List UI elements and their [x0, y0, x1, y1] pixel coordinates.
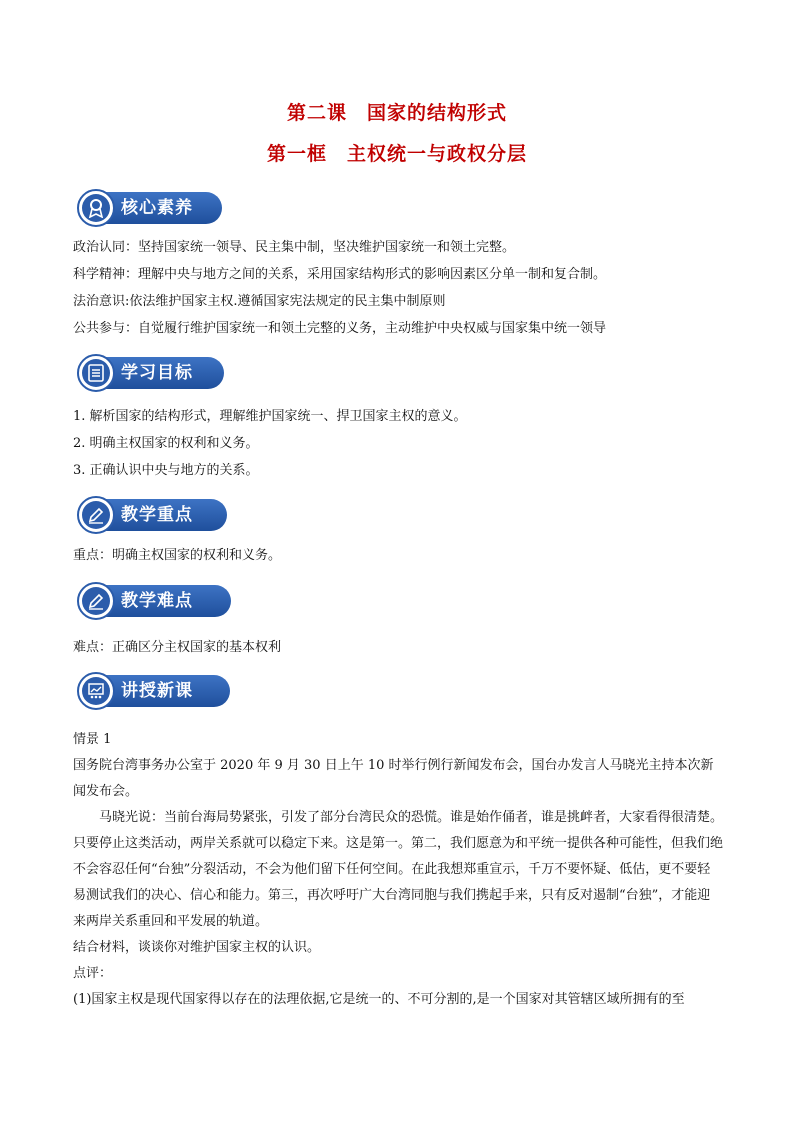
section-badge-new-lesson: [77, 672, 230, 710]
section-label-new-lesson: 讲授新课: [121, 681, 193, 701]
pencil-icon: [82, 501, 110, 529]
award-icon: [82, 194, 110, 222]
scene-intro: 国务院台湾事务办公室于 2020 年 9 月 30 日上午 10 时举行例行新闻发布会，国台办发言人马晓光主持本次新闻发布会。: [73, 758, 714, 799]
scene-label: 情景 1: [73, 732, 112, 747]
comment-label: 点评：: [73, 966, 113, 981]
section-label-difficulty: 教学难点: [121, 591, 193, 611]
core-literacy-line: 政治认同：坚持国家统一领导、民主集中制，坚决维护国家统一和领土完整。: [73, 240, 516, 255]
goal-item: 3. 正确认识中央与地方的关系。: [73, 463, 259, 478]
presentation-icon: [82, 677, 110, 705]
difficult-point-text: 难点：正确区分主权国家的基本权利: [73, 640, 282, 655]
answer-text: (1)国家主权是现代国家得以存在的法理依据,它是统一的、不可分割的,是一个国家对其管辖区域所拥有的至: [73, 992, 685, 1007]
section-label-key: 教学重点: [121, 505, 193, 525]
section-label-goals: 学习目标: [121, 363, 193, 383]
section-title: 第一框 主权统一与政权分层: [266, 143, 527, 165]
core-literacy-line: 法治意识:依法维护国家主权.遵循国家宪法规定的民主集中制原则: [73, 294, 446, 309]
section-badge-key: [77, 496, 227, 534]
scene-quote: 马晓光说：当前台海局势紧张，引发了部分台湾民众的恐慌。谁是始作俑者，谁是挑衅者，大家看得很清楚。只要停止这类活动，两岸关系就可以稳定下来。这是第一。第二，我们愿意为和平统一提供各种可能性，但我们绝不会容忍任何“台独”分裂活动，不会为他们留下任何空间。在此我想郑重宣示，千万不要怀疑、低估，更不要轻易测试我们的决心、信心和能力。第三，再次呼吁广大台湾同胞与我们携起手来，只有反对遏制“台独”，才能迎来两岸关系重回和平发展的轨道。: [73, 810, 724, 929]
lesson-title: 第二课 国家的结构形式: [286, 102, 507, 124]
section-badge-goals: [77, 354, 224, 392]
key-point-text: 重点：明确主权国家的权利和义务。: [73, 548, 282, 563]
core-literacy-line: 公共参与：自觉履行维护国家统一和领土完整的义务，主动维护中央权威与国家集中统一领导: [73, 321, 607, 336]
goal-item: 1. 解析国家的结构形式，理解维护国家统一、捍卫国家主权的意义。: [73, 409, 467, 424]
pencil-icon: [82, 587, 110, 615]
question-text: 结合材料，谈谈你对维护国家主权的认识。: [73, 940, 321, 955]
section-badge-core: [77, 189, 222, 227]
lesson-content: [73, 727, 723, 1013]
checklist-icon: [82, 359, 110, 387]
section-label-core: 核心素养: [121, 198, 193, 218]
goal-item: 2. 明确主权国家的权利和义务。: [73, 436, 259, 451]
core-literacy-line: 科学精神：理解中央与地方之间的关系，采用国家结构形式的影响因素区分单一制和复合制。: [73, 267, 607, 282]
section-badge-difficulty: [77, 582, 231, 620]
